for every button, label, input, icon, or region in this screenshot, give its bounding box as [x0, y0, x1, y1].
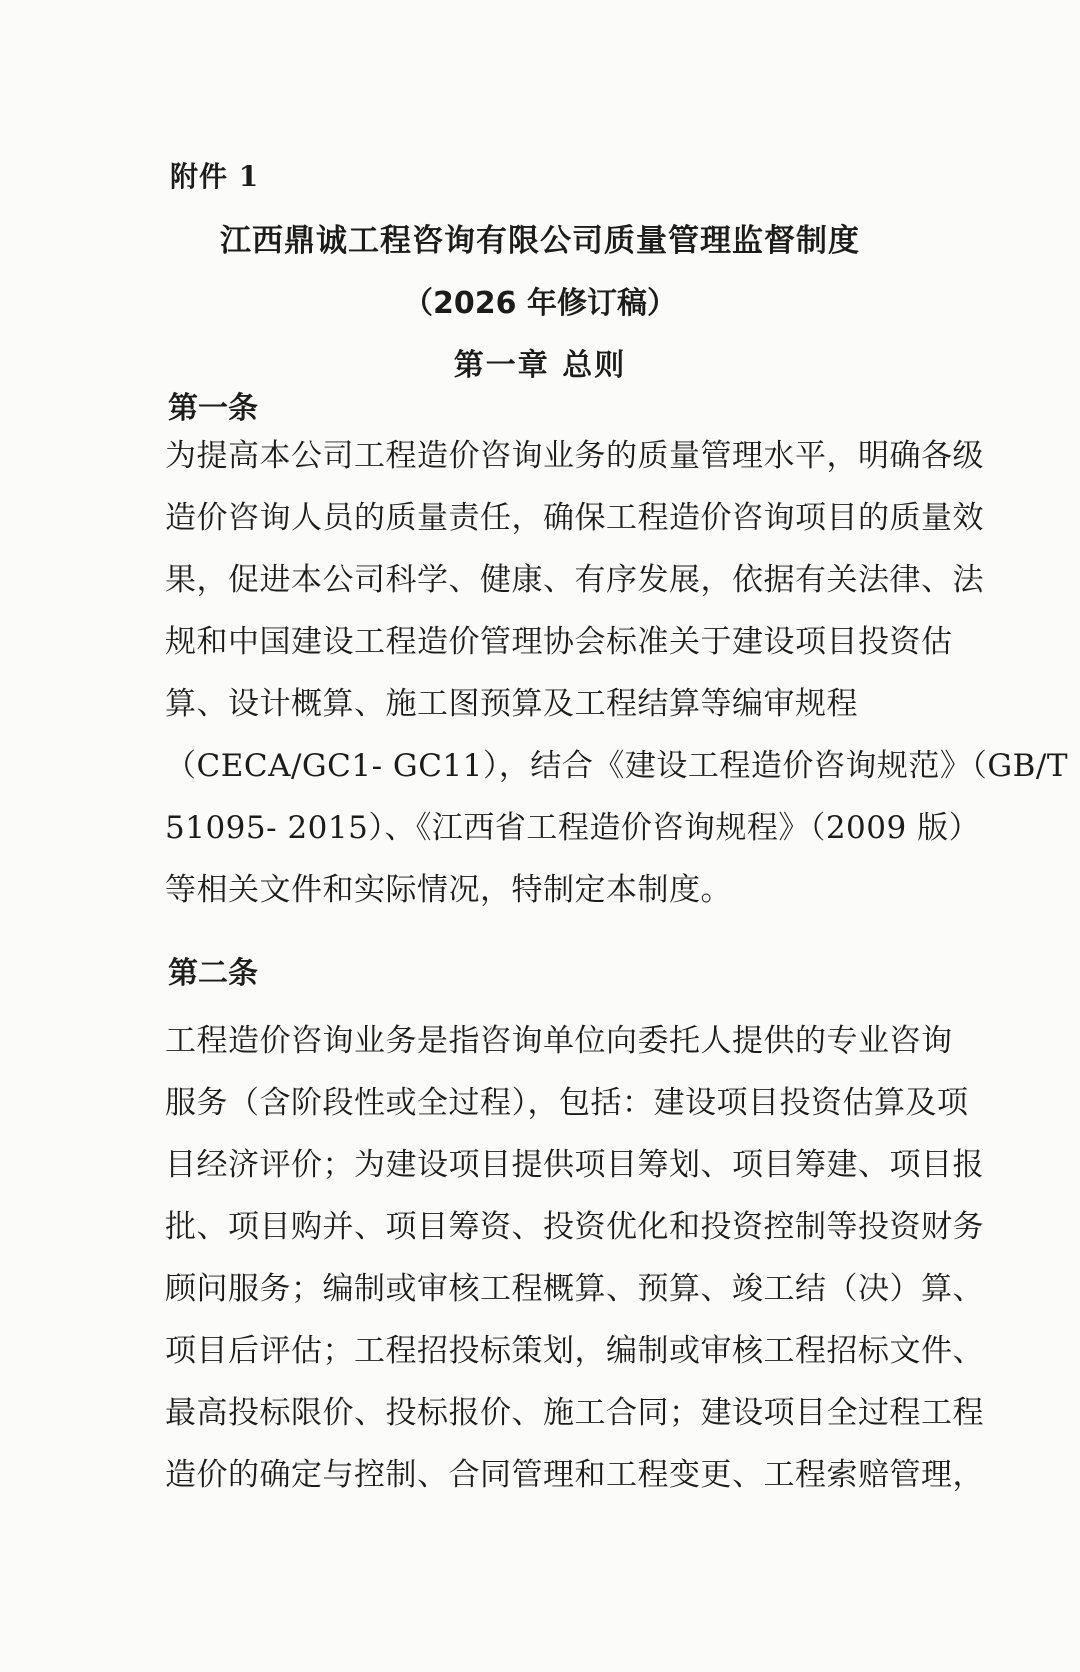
article-1-line: 算、设计概算、施工图预算及工程结算等编审规程 — [165, 686, 858, 722]
article-2-line: 服务（含阶段性或全过程），包括：建设项目投资估算及项 — [165, 1085, 969, 1121]
article-2-line: 工程造价咨询业务是指咨询单位向委托人提供的专业咨询 — [165, 1023, 953, 1059]
article-2-line: 造价的确定与控制、合同管理和工程变更、工程索赔管理， — [165, 1457, 984, 1493]
article-1-body — [165, 425, 1069, 921]
article-1-heading: 第一条 — [168, 391, 258, 426]
article-1-line: 为提高本公司工程造价咨询业务的质量管理水平，明确各级 — [165, 438, 984, 474]
attachment-label: 附件 1 — [170, 160, 260, 193]
article-2-body — [165, 1010, 984, 1506]
article-1-line: 51095- 2015）、《江西省工程造价咨询规程》（2009 版） — [165, 810, 981, 846]
article-1-line: 规和中国建设工程造价管理协会标准关于建设项目投资估 — [165, 624, 953, 660]
article-2-line: 项目后评估；工程招投标策划，编制或审核工程招标文件、 — [165, 1333, 984, 1369]
article-2-line: 最高投标限价、投标报价、施工合同；建设项目全过程工程 — [165, 1395, 984, 1431]
article-1-line: 等相关文件和实际情况，特制定本制度。 — [165, 872, 732, 908]
document-title: 江西鼎诚工程咨询有限公司质量管理监督制度 — [220, 223, 860, 259]
article-1-line: 果，促进本公司科学、健康、有序发展，依据有关法律、法 — [165, 562, 984, 598]
article-2-line: 顾问服务；编制或审核工程概算、预算、竣工结（决）算、 — [165, 1271, 984, 1307]
article-2-line: 批、项目购并、项目筹资、投资优化和投资控制等投资财务 — [165, 1209, 984, 1245]
chapter-heading: 第一章 总则 — [453, 348, 627, 383]
article-1-line: （CECA/GC1- GC11），结合《建设工程造价咨询规范》（GB/T — [165, 748, 1069, 784]
article-1-line: 造价咨询人员的质量责任，确保工程造价咨询项目的质量效 — [165, 500, 984, 536]
document-subtitle: （2026 年修订稿） — [403, 286, 677, 321]
article-2-heading: 第二条 — [168, 956, 258, 991]
article-2-line: 目经济评价；为建设项目提供项目筹划、项目筹建、项目报 — [165, 1147, 984, 1183]
